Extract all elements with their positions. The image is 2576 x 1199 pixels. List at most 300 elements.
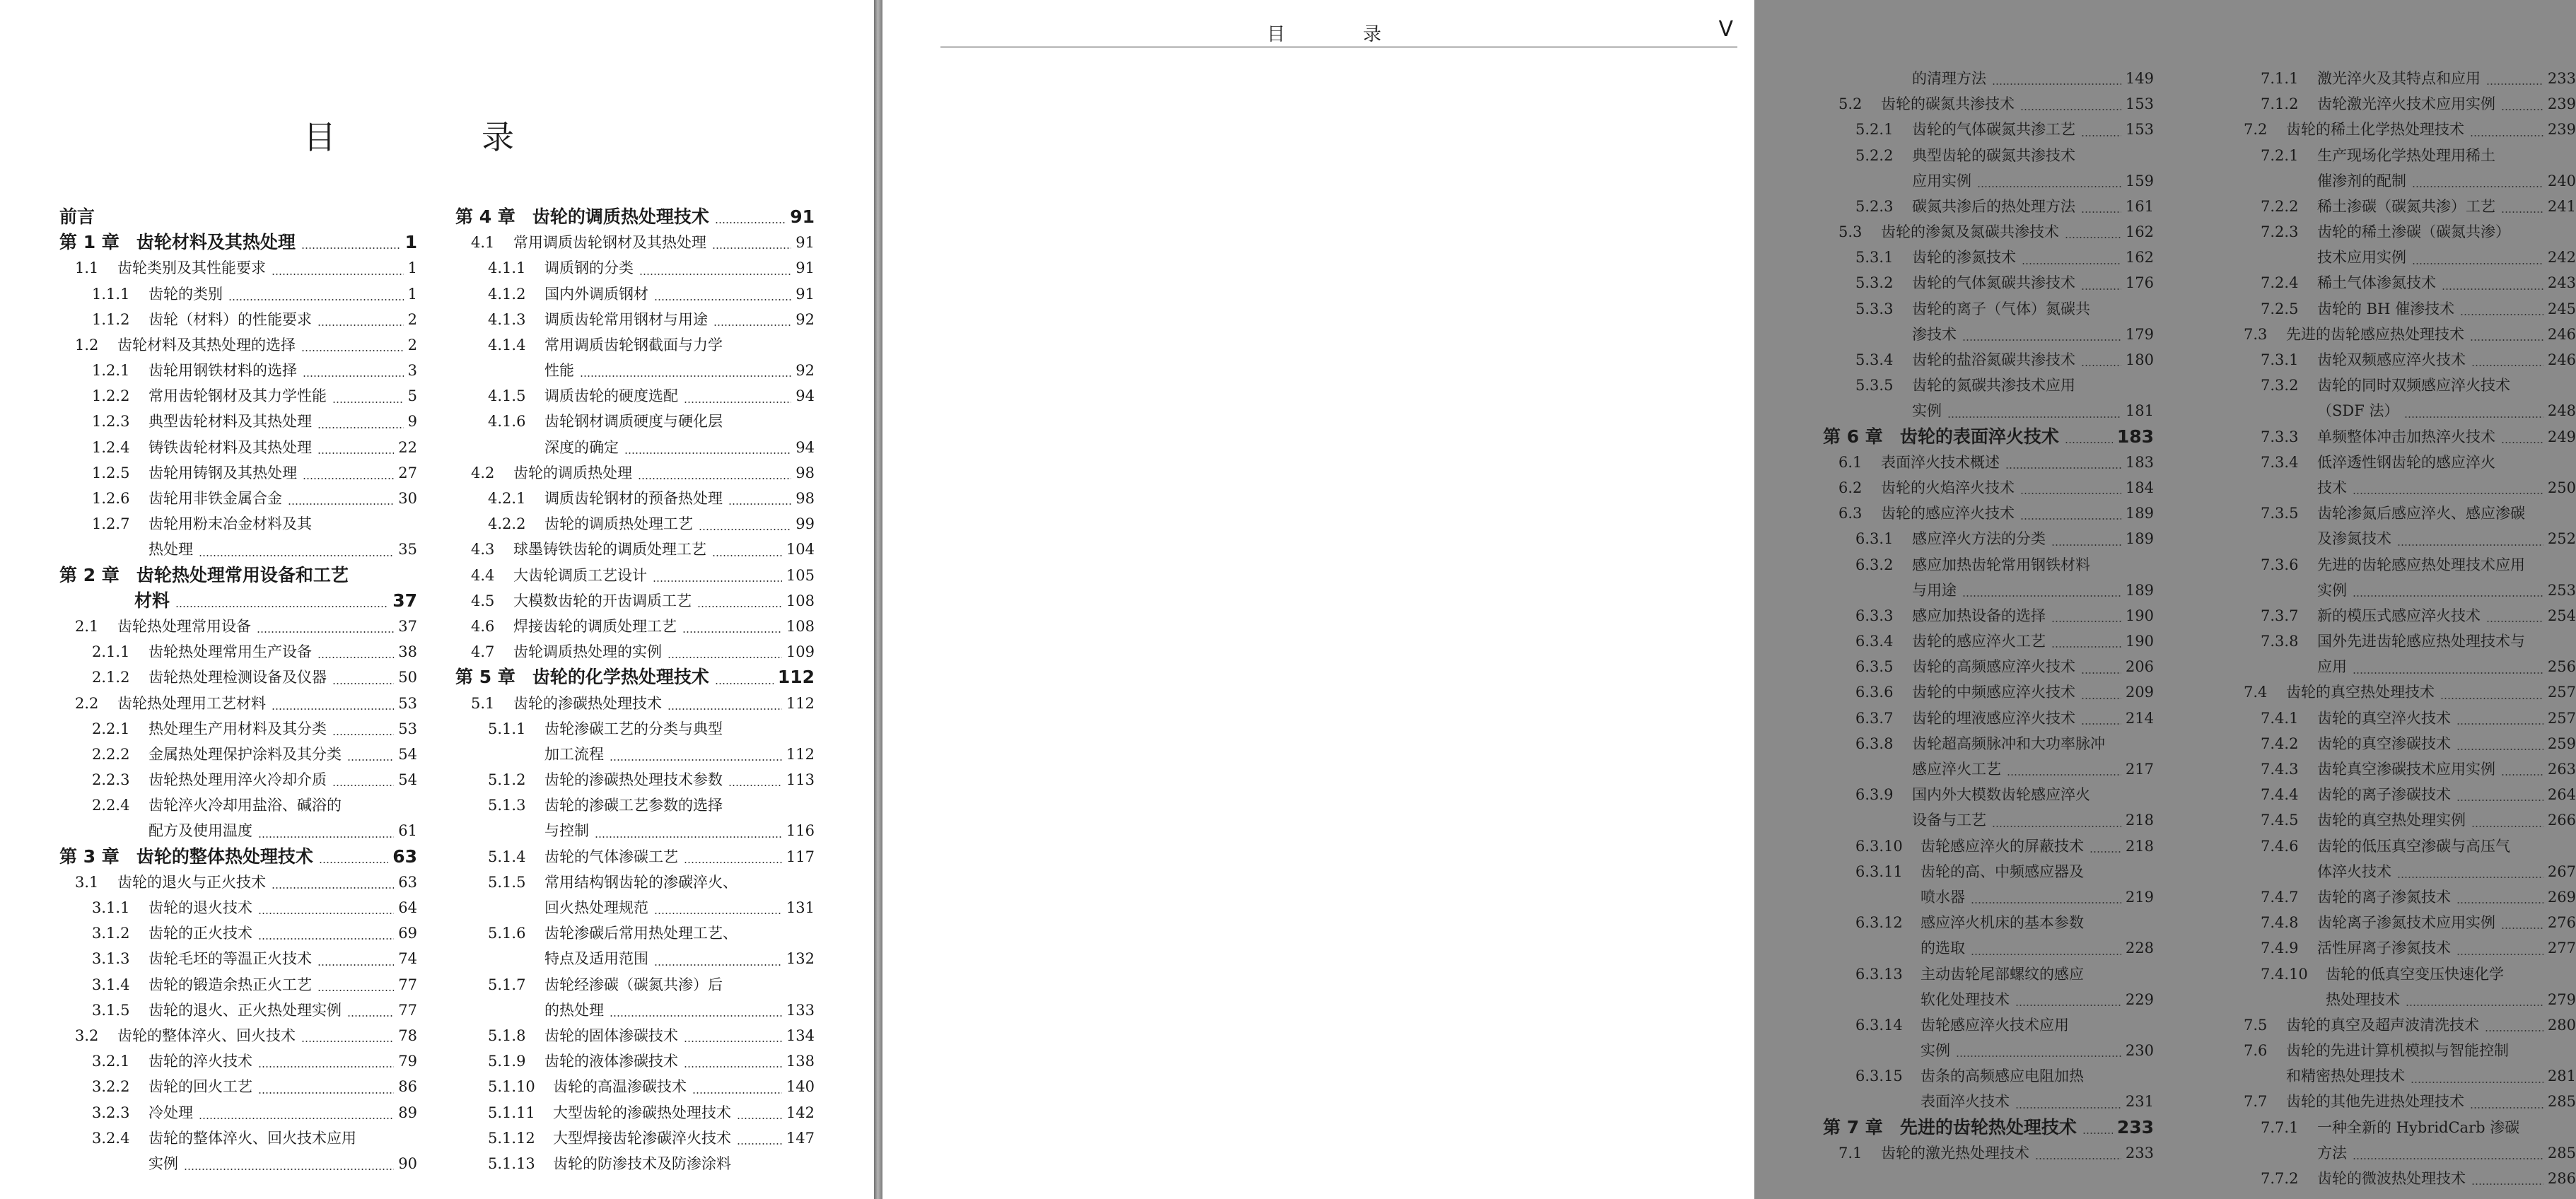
- toc-entry-page: 183: [2116, 426, 2154, 447]
- toc-entry-title: 齿轮的表面淬火技术: [1899, 426, 2059, 447]
- toc-entry: [1823, 756, 2154, 782]
- toc-entry-number: 5.1.13: [488, 1154, 535, 1172]
- toc-entry: [59, 230, 417, 255]
- page-title: 目 录: [303, 118, 571, 156]
- toc-entry-title: 齿轮的化学热处理技术: [532, 667, 709, 688]
- toc-entry: [455, 1151, 815, 1176]
- toc-entry: [59, 1048, 417, 1074]
- toc-entry-page: 140: [786, 1078, 815, 1096]
- toc-entry-title: 常用调质齿轮钢截面与力学: [544, 336, 723, 353]
- toc-entry-number: 第 5 章: [455, 667, 515, 688]
- toc-entry-title: 齿轮的真空渗碳技术: [2317, 735, 2451, 752]
- toc-entry: [455, 946, 815, 971]
- toc-entry-page: 92: [795, 310, 815, 328]
- toc-entry-number: 5.3: [1838, 223, 1863, 241]
- toc-entry-page: 285: [2547, 1144, 2576, 1162]
- toc-entry-number: 7.2.4: [2261, 274, 2299, 292]
- toc-entry-page: 108: [786, 617, 815, 635]
- dot-leader: [697, 606, 782, 607]
- toc-entry: [455, 537, 815, 562]
- toc-entry-number: 5.3.5: [1855, 377, 1894, 394]
- dot-leader: [184, 1169, 394, 1170]
- toc-entry: [455, 409, 815, 435]
- toc-entry-page: 240: [2547, 172, 2576, 189]
- toc-entry-number: 1.2.3: [92, 413, 130, 431]
- toc-entry-page: 228: [2125, 940, 2154, 957]
- dot-leader: [2460, 314, 2543, 315]
- toc-entry-page: 147: [786, 1129, 815, 1147]
- toc-entry-title: 齿轮的真空及超声波清洗技术: [2286, 1016, 2479, 1034]
- toc-entry: [1823, 1140, 2154, 1166]
- toc-entry: [2228, 961, 2576, 987]
- toc-entry-number: 7.4.8: [2261, 914, 2299, 932]
- toc-entry-page: 230: [2125, 1042, 2154, 1060]
- toc-entry-number: 5.3.3: [1855, 300, 1894, 317]
- toc-entry-title: 稀土渗碳（碳氮共渗）工艺: [2317, 197, 2495, 215]
- toc-entry-title: 齿轮类别及其性能要求: [117, 259, 266, 277]
- toc-entry-title: 大型焊接齿轮渗碳淬火技术: [553, 1129, 731, 1147]
- dot-leader: [2081, 288, 2121, 290]
- toc-entry: [2228, 1063, 2576, 1089]
- dot-leader: [317, 452, 394, 454]
- toc-entry-title: 齿轮的调质热处理: [513, 464, 632, 481]
- dot-leader: [1992, 83, 2121, 85]
- toc-entry-number: 7.3.7: [2261, 607, 2299, 624]
- toc-entry-title: 喷水器: [1921, 888, 1965, 906]
- dot-leader: [2397, 877, 2543, 878]
- toc-entry-number: 7.3.3: [2261, 428, 2299, 445]
- toc-entry: [455, 255, 815, 281]
- toc-entry-title: 齿轮渗碳工艺的分类与典型: [544, 720, 723, 737]
- toc-entry-page: 1: [407, 259, 417, 277]
- toc-entry-number: 5.1.9: [488, 1053, 526, 1070]
- toc-entry-title: 齿轮的盐浴氮碳共渗技术: [1912, 351, 2075, 369]
- toc-entry: [59, 563, 417, 588]
- toc-entry: [455, 563, 815, 588]
- toc-entry-page: 94: [795, 387, 815, 405]
- dot-leader: [668, 708, 782, 710]
- toc-entry-number: 5.1.7: [488, 976, 526, 993]
- toc-entry-number: 5.3.2: [1855, 274, 1894, 292]
- toc-entry-number: 7.4.3: [2261, 761, 2299, 778]
- toc-entry: [455, 665, 815, 690]
- toc-entry-number: 前言: [59, 206, 95, 227]
- toc-entry-number: 6.1: [1838, 453, 1863, 471]
- toc-entry-number: 7.4.9: [2261, 940, 2299, 957]
- toc-entry-page: 9: [407, 413, 417, 431]
- toc-entry-number: 6.3.1: [1855, 530, 1894, 548]
- toc-entry-title: 大型齿轮的渗碳热处理技术: [553, 1104, 731, 1121]
- toc-entry-title: 典型齿轮的碳氮共渗技术: [1912, 146, 2075, 164]
- toc-entry-number: 5.1.6: [488, 925, 526, 942]
- dot-leader: [332, 402, 404, 403]
- dot-leader: [2501, 774, 2543, 776]
- toc-entry: [2228, 807, 2576, 833]
- toc-entry-title: 齿轮的防渗技术及防渗涂料: [553, 1154, 731, 1172]
- toc-entry: [2228, 1140, 2576, 1166]
- toc-entry-page: 50: [398, 669, 417, 686]
- toc-entry: [2228, 219, 2576, 245]
- toc-entry: [455, 844, 815, 870]
- toc-entry-title: 齿轮的渗碳热处理技术: [513, 694, 662, 712]
- toc-entry-title: 与控制: [544, 822, 589, 840]
- toc-entry: [1823, 219, 2154, 245]
- toc-entry-page: 99: [795, 515, 815, 533]
- dot-leader: [301, 350, 404, 351]
- toc-entry-number: 1.1: [75, 259, 99, 277]
- toc-entry-page: 91: [790, 206, 815, 227]
- toc-entry-title: 常用齿轮钢材及其力学性能: [148, 387, 327, 405]
- toc-entry-number: 7.2.2: [2261, 197, 2299, 215]
- toc-entry: [2228, 731, 2576, 756]
- toc-entry-title: 齿轮热处理用工艺材料: [117, 694, 266, 712]
- toc-entry-title: 齿轮的低压真空渗碳与高压气: [2317, 837, 2510, 855]
- toc-entry-title: 实例: [2317, 581, 2347, 599]
- toc-entry-page: 53: [398, 720, 417, 737]
- toc-entry: [2228, 194, 2576, 219]
- dot-leader: [317, 427, 404, 428]
- toc-entry-title: 实例: [148, 1154, 178, 1172]
- toc-entry-title: 齿轮的整体淬火、回火技术应用: [148, 1129, 356, 1147]
- left-page: [0, 0, 874, 1199]
- right-page: [882, 0, 2576, 1199]
- dot-leader: [1971, 954, 2121, 955]
- dot-leader: [2081, 723, 2121, 725]
- toc-entry-number: 4.1.1: [488, 259, 526, 277]
- dot-leader: [2090, 851, 2121, 853]
- toc-entry-number: 5.2: [1838, 95, 1863, 113]
- toc-entry-title: 齿轮的氮碳共渗技术应用: [1912, 377, 2075, 394]
- toc-entry: [455, 1074, 815, 1099]
- dot-leader: [2470, 339, 2543, 341]
- toc-entry-page: 217: [2125, 761, 2154, 778]
- toc-entry-number: 7.5: [2244, 1016, 2268, 1034]
- dot-leader: [1977, 186, 2121, 187]
- toc-entry-page: 54: [398, 771, 417, 789]
- toc-entry-number: 5.1.5: [488, 873, 526, 891]
- toc-entry-number: 7.4.6: [2261, 837, 2299, 855]
- dot-leader: [1992, 826, 2121, 827]
- toc-entry-title: 先进的齿轮感应热处理技术: [2286, 325, 2464, 343]
- toc-entry-page: 269: [2547, 888, 2576, 906]
- toc-entry-number: 6.3.11: [1855, 862, 1903, 880]
- toc-entry: [59, 255, 417, 281]
- toc-entry-page: 181: [2125, 402, 2154, 420]
- toc-entry-title: 调质钢的分类: [544, 259, 634, 277]
- toc-entry-page: 256: [2547, 658, 2576, 676]
- toc-entry: [2228, 1038, 2576, 1063]
- toc-entry: [59, 460, 417, 486]
- toc-entry-title: 大齿轮调质工艺设计: [513, 566, 647, 584]
- toc-entry-page: 142: [786, 1104, 815, 1121]
- toc-entry: [1823, 1038, 2154, 1063]
- dot-leader: [258, 938, 394, 940]
- toc-entry-page: 233: [2547, 69, 2576, 87]
- toc-entry-page: 35: [398, 541, 417, 558]
- toc-entry-page: 134: [786, 1027, 815, 1044]
- dot-leader: [2397, 544, 2543, 546]
- toc-column-2: [455, 204, 815, 1176]
- toc-entry-number: 3.1.5: [92, 1001, 130, 1019]
- toc-entry-title: 调质齿轮钢材的预备热处理: [544, 490, 723, 508]
- toc-entry-title: 感应淬火方法的分类: [1912, 530, 2046, 548]
- toc-entry-page: 162: [2125, 249, 2154, 267]
- toc-entry: [455, 998, 815, 1023]
- toc-entry-page: 153: [2125, 121, 2154, 139]
- dot-leader: [2081, 365, 2121, 366]
- toc-entry: [1823, 654, 2154, 679]
- toc-entry: [59, 307, 417, 332]
- toc-entry-page: 131: [786, 899, 815, 917]
- dot-leader: [2353, 1158, 2543, 1159]
- toc-entry-title: 齿轮的退火与正火技术: [117, 873, 266, 891]
- toc-entry: [59, 383, 417, 409]
- toc-entry-title: 齿轮钢材调质硬度与硬化层: [544, 413, 723, 431]
- toc-entry-page: 231: [2125, 1093, 2154, 1111]
- toc-entry-title: 的热处理: [544, 1001, 604, 1019]
- toc-entry-title: 齿轮的整体淬火、回火技术: [117, 1027, 296, 1044]
- toc-entry-page: 253: [2547, 581, 2576, 599]
- toc-entry-title: 齿轮的液体渗碳技术: [544, 1053, 678, 1070]
- toc-entry-page: 249: [2547, 428, 2576, 445]
- toc-entry-title: 的选取: [1921, 940, 1965, 957]
- toc-entry-title: 齿轮热处理常用设备和工艺: [136, 564, 349, 585]
- toc-entry-title: 齿轮毛坯的等温正火技术: [148, 950, 312, 968]
- toc-entry-number: 3.1.1: [92, 899, 130, 917]
- toc-entry-title: 及渗氮技术: [2317, 530, 2391, 548]
- toc-entry-number: 1.2.6: [92, 490, 130, 508]
- toc-entry-title: 齿轮的调质热处理工艺: [544, 515, 693, 533]
- dot-leader: [2035, 1158, 2121, 1159]
- toc-entry: [2228, 322, 2576, 347]
- toc-entry: [59, 998, 417, 1023]
- toc-entry: [59, 204, 417, 230]
- toc-entry-page: 281: [2547, 1068, 2576, 1085]
- toc-entry-title: 齿轮的中频感应淬火技术: [1912, 684, 2075, 701]
- dot-leader: [175, 606, 388, 607]
- toc-entry: [455, 870, 815, 895]
- toc-entry-number: 5.2.2: [1855, 146, 1894, 164]
- toc-entry: [455, 972, 815, 998]
- toc-entry-title: 齿轮的稀土渗碳（碳氮共渗）: [2317, 223, 2510, 241]
- toc-entry: [59, 435, 417, 460]
- toc-entry-title: 新的模压式感应淬火技术: [2317, 607, 2481, 624]
- toc-entry-title: 齿轮的 BH 催渗技术: [2317, 300, 2455, 317]
- toc-entry-title: 表面淬火技术概述: [1881, 453, 2000, 471]
- toc-entry-number: 3.1.2: [92, 925, 130, 942]
- dot-leader: [272, 274, 404, 275]
- toc-entry-title: 齿轮的渗碳热处理技术参数: [544, 771, 723, 789]
- toc-entry: [1823, 807, 2154, 833]
- toc-entry: [2228, 1089, 2576, 1115]
- toc-entry: [1823, 782, 2154, 807]
- toc-entry-number: 7.3.8: [2261, 633, 2299, 650]
- toc-entry: [1823, 347, 2154, 373]
- toc-entry: [1823, 143, 2154, 168]
- toc-entry-number: 3.2: [75, 1027, 99, 1044]
- toc-entry-title: 配方及使用温度: [148, 822, 252, 840]
- toc-entry-page: 113: [786, 771, 815, 789]
- toc-entry-title: 技术: [2317, 479, 2347, 496]
- toc-entry-title: 特点及适用范围: [544, 950, 648, 968]
- toc-entry: [1823, 450, 2154, 475]
- toc-entry-page: 94: [795, 438, 815, 456]
- toc-entry-title: 齿轮的正火技术: [148, 925, 252, 942]
- toc-entry-title: （SDF 法）: [2317, 402, 2399, 420]
- toc-entry-title: 齿轮（材料）的性能要求: [148, 310, 312, 328]
- toc-entry-number: 4.2.1: [488, 490, 526, 508]
- toc-entry-number: 2.1.2: [92, 669, 130, 686]
- toc-entry-page: 22: [398, 438, 417, 456]
- toc-entry-title: 齿轮用粉末冶金材料及其: [148, 515, 312, 533]
- toc-entry: [1823, 1063, 2154, 1089]
- dot-leader: [2440, 698, 2543, 699]
- toc-entry-page: 246: [2547, 351, 2576, 369]
- dot-leader: [684, 862, 782, 863]
- toc-entry-title: 齿轮用铸钢及其热处理: [148, 464, 297, 481]
- toc-entry-title: 生产现场化学热处理用稀土: [2317, 146, 2495, 164]
- toc-entry-title: 齿轮热处理用淬火冷却介质: [148, 771, 327, 789]
- toc-entry-number: 6.3.3: [1855, 607, 1894, 624]
- toc-entry: [2228, 859, 2576, 884]
- toc-entry-title: 焊接齿轮的调质处理工艺: [513, 617, 677, 635]
- toc-entry: [455, 383, 815, 409]
- toc-entry-title: 齿轮真空渗碳技术应用实例: [2317, 761, 2495, 778]
- toc-entry: [1823, 987, 2154, 1012]
- toc-entry-title: 碳氮共渗后的热处理方法: [1912, 197, 2075, 215]
- toc-entry-title: 齿轮离子渗氮技术应用实例: [2317, 914, 2495, 932]
- toc-entry-page: 5: [407, 387, 417, 405]
- toc-entry-number: 2.2: [75, 694, 99, 712]
- toc-entry-number: 2.1.1: [92, 643, 130, 661]
- toc-entry: [1823, 398, 2154, 423]
- dot-leader: [712, 555, 782, 556]
- toc-entry: [455, 716, 815, 742]
- toc-entry: [1823, 475, 2154, 501]
- toc-entry: [1823, 706, 2154, 731]
- toc-entry-page: 91: [795, 285, 815, 303]
- toc-entry-title: 齿轮的其他先进热处理技术: [2286, 1093, 2464, 1111]
- toc-entry: [59, 1100, 417, 1125]
- toc-entry-number: 4.4: [471, 566, 495, 584]
- dot-leader: [258, 1066, 394, 1068]
- dot-leader: [2471, 365, 2543, 366]
- toc-entry-number: 1.2: [75, 336, 99, 353]
- dot-leader: [272, 887, 394, 889]
- toc-entry: [1823, 66, 2154, 91]
- toc-entry-number: 7.1.2: [2261, 95, 2299, 113]
- toc-entry-number: 7.7: [2244, 1093, 2268, 1111]
- toc-entry-number: 7.4.1: [2261, 709, 2299, 727]
- toc-entry-page: 206: [2125, 658, 2154, 676]
- dot-leader: [2456, 902, 2543, 903]
- dot-leader: [2005, 467, 2121, 469]
- toc-entry: [59, 588, 417, 614]
- toc-entry: [1823, 834, 2154, 859]
- toc-entry-number: 6.3.13: [1855, 965, 1903, 983]
- toc-entry-page: 243: [2547, 274, 2576, 292]
- toc-entry-page: 79: [398, 1053, 417, 1070]
- toc-entry: [59, 281, 417, 307]
- toc-entry-number: 4.6: [471, 617, 495, 635]
- dot-leader: [2082, 1133, 2113, 1134]
- toc-entry-number: 1.2.7: [92, 515, 130, 533]
- toc-entry-page: 64: [398, 899, 417, 917]
- toc-entry-page: 2: [407, 336, 417, 353]
- toc-entry-number: 4.1.4: [488, 336, 526, 353]
- toc-entry-title: 齿轮的埋液感应淬火技术: [1912, 709, 2075, 727]
- toc-entry-page: 250: [2547, 479, 2576, 496]
- toc-entry-page: 162: [2125, 223, 2154, 241]
- toc-entry-page: 266: [2547, 812, 2576, 829]
- dot-leader: [610, 1015, 782, 1017]
- toc-entry: [2228, 1166, 2576, 1191]
- toc-entry: [2228, 935, 2576, 961]
- toc-entry: [1823, 680, 2154, 706]
- toc-entry: [2228, 1115, 2576, 1140]
- toc-entry-page: 252: [2547, 530, 2576, 548]
- toc-entry: [455, 1048, 815, 1074]
- toc-entry-number: 7.4.5: [2261, 812, 2299, 829]
- toc-entry-page: 77: [398, 1001, 417, 1019]
- toc-entry: [455, 1023, 815, 1048]
- dot-leader: [2051, 621, 2121, 622]
- toc-entry: [2228, 424, 2576, 450]
- toc-entry-page: 92: [795, 362, 815, 380]
- toc-entry-page: 91: [795, 259, 815, 277]
- toc-entry-number: 5.2.1: [1855, 121, 1894, 139]
- toc-entry-number: 3.2.3: [92, 1104, 130, 1121]
- toc-entry: [1823, 552, 2154, 578]
- toc-entry-page: 1: [407, 285, 417, 303]
- toc-entry-number: 5.1.2: [488, 771, 526, 789]
- dot-leader: [303, 478, 394, 479]
- toc-entry: [2228, 680, 2576, 706]
- dot-leader: [1962, 595, 2121, 597]
- toc-entry: [1823, 731, 2154, 756]
- toc-entry-number: 7.2.3: [2261, 223, 2299, 241]
- dot-leader: [2065, 237, 2121, 238]
- toc-entry-page: 37: [392, 590, 417, 611]
- toc-entry-page: 176: [2125, 274, 2154, 292]
- toc-entry: [2228, 66, 2576, 91]
- toc-entry-title: 齿轮的微波热处理技术: [2317, 1170, 2466, 1188]
- toc-entry-page: 239: [2547, 121, 2576, 139]
- dot-leader: [2022, 263, 2121, 264]
- toc-entry-title: 齿轮的高频感应淬火技术: [1912, 658, 2075, 676]
- toc-entry-number: 2.1: [75, 617, 99, 635]
- toc-entry-page: 116: [786, 822, 815, 840]
- toc-entry: [59, 358, 417, 383]
- toc-entry-title: 先进的齿轮感应热处理技术应用: [2317, 556, 2525, 573]
- toc-entry-number: 2.2.3: [92, 771, 130, 789]
- dot-leader: [2501, 442, 2543, 443]
- toc-entry-number: 3.2.2: [92, 1078, 130, 1096]
- dot-leader: [728, 503, 791, 505]
- dot-leader: [654, 913, 782, 914]
- toc-entry-number: 6.3.14: [1855, 1016, 1903, 1034]
- toc-entry-page: 257: [2547, 684, 2576, 701]
- toc-entry-title: 深度的确定: [544, 438, 619, 456]
- toc-entry-title: 齿轮的低真空变压快速化学: [2326, 965, 2504, 983]
- toc-entry-title: 齿轮的锻造余热正火工艺: [148, 976, 312, 993]
- toc-entry-number: 6.2: [1838, 479, 1863, 496]
- toc-entry-title: 感应淬火工艺: [1912, 761, 2001, 778]
- dot-leader: [258, 913, 394, 914]
- dot-leader: [2353, 672, 2543, 674]
- dot-leader: [332, 785, 394, 786]
- dot-leader: [2081, 211, 2121, 213]
